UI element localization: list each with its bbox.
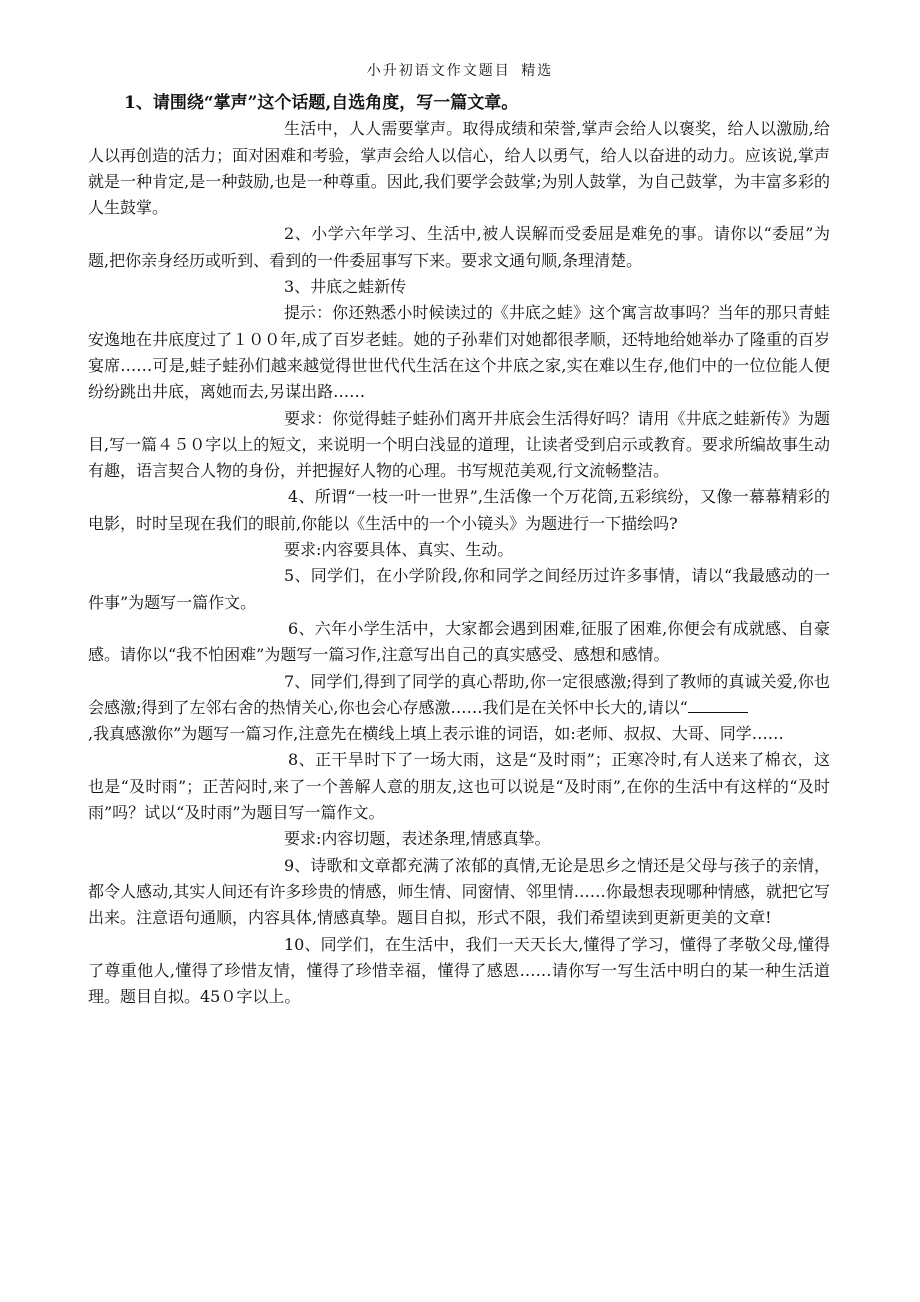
question-1-title: 1、请围绕“掌声”这个话题,自选角度，写一篇文章。 — [124, 93, 519, 113]
question-6: 6、六年小学生活中，大家都会遇到困难,征服了困难,你便会有成就感、自豪感。请你以“我不怕困难”为题写一篇习作,注意写出自己的真实感受、感想和感情。 — [88, 618, 830, 665]
question-3-requirement: 要求：你觉得蛙子蛙孙们离开井底会生活得好吗？请用《井底之蛙新传》为题目,写一篇４５０字以上的短文，来说明一个明白浅显的道理，让读者受到启示或教育。要求所编故事生动有趣，语言契合人物的身份，并把握好人物的心理。书写规范美观,行文流畅整洁。 — [88, 408, 830, 481]
fill-in-blank-line — [688, 698, 748, 713]
question-7-continued: ,我真感激你”为题写一篇习作,注意先在横线上填上表示谁的词语，如:老师、叔叔、大哥、同学…… — [88, 724, 784, 744]
question-1-body: 生活中，人人需要掌声。取得成绩和荣誉,掌声会给人以褒奖，给人以激励,给人以再创造的活力；面对困难和考验，掌声会给人以信心，给人以勇气，给人以奋进的动力。应该说,掌声就是一种肯定,是一种鼓励,也是一种尊重。因此,我们要学会鼓掌;为别人鼓掌，为自己鼓掌，为丰富多彩的人生鼓掌。 — [88, 119, 830, 218]
document-body — [88, 90, 830, 1010]
question-8-requirement: 要求:内容切题，表述条理,情感真挚。 — [284, 829, 551, 849]
question-8: 8、正干旱时下了一场大雨，这是“及时雨”；正寒冷时,有人送来了棉衣，这也是“及时雨”；正苦闷时,来了一个善解人意的朋友,这也可以说是“及时雨”,在你的生活中有这样的“及时雨”吗？试以“及时雨”为题目写一篇作文。 — [88, 750, 830, 823]
question-5: 5、同学们，在小学阶段,你和同学之间经历过许多事情，请以“我最感动的一件事”为题写一篇作文。 — [88, 566, 830, 612]
question-2: 2、小学六年学习、生活中,被人误解而受委屈是难免的事。请你以“委屈”为题,把你亲身经历或听到、看到的一件委屈事写下来。要求文通句顺,条理清楚。 — [88, 224, 830, 270]
question-4: 4、所谓“一枝一叶一世界”,生活像一个万花筒,五彩缤纷，又像一幕幕精彩的电影，时时呈现在我们的眼前,你能以《生活中的一个小镜头》为题进行一下描绘吗? — [88, 487, 830, 533]
question-4-requirement: 要求:内容要具体、真实、生动。 — [284, 540, 514, 560]
question-10: 10、同学们，在生活中，我们一天天长大,懂得了学习，懂得了孝敬父母,懂得了尊重他人,懂得了珍惜友情，懂得了珍惜幸福，懂得了感恩……请你写一写生活中明白的某一种生活道理。题目自拟。45０字以上。 — [88, 934, 830, 1007]
question-3-title: 3、井底之蛙新传 — [284, 277, 407, 297]
question-7 — [88, 669, 830, 722]
question-7-text: 7、同学们,得到了同学的真心帮助,你一定很感激;得到了教师的真诚关爱,你也会感激;得到了左邻右舍的热情关心,你也会心存感激……我们是在关怀中长大的,请以“ — [88, 671, 830, 717]
question-3-hint: 提示：你还熟悉小时候读过的《井底之蛙》这个寓言故事吗？当年的那只青蛙安逸地在井底度过了１００年,成了百岁老蛙。她的子孙辈们对她都很孝顺，还特地给她举办了隆重的百岁宴席……可是,蛙子蛙孙们越来越觉得世世代代生活在这个井底之家,实在难以生存,他们中的一位位能人便纷纷跳出井底，离她而去,另谋出路…… — [88, 303, 830, 402]
question-9: 9、诗歌和文章都充满了浓郁的真情,无论是思乡之情还是父母与孩子的亲情，都令人感动,其实人间还有许多珍贵的情感，师生情、同窗情、邻里情……你最想表现哪种情感，就把它写出来。注意语句通顺，内容具体,情感真挚。题目自拟，形式不限，我们希望读到更新更美的文章! — [88, 855, 830, 928]
page-header: 小升初语文作文题目 精选 — [366, 63, 554, 79]
